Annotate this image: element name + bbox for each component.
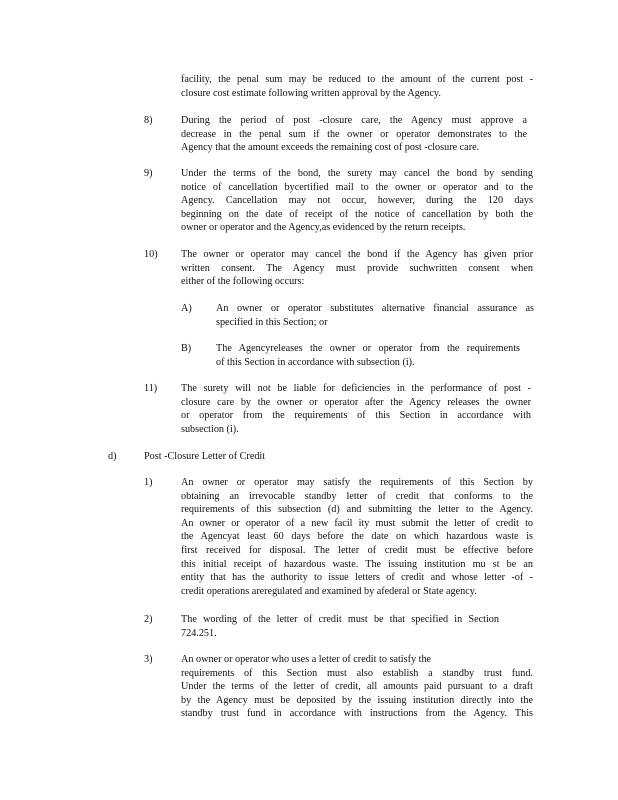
item-11-paragraph xyxy=(181,382,531,436)
text-line: entity that has the authority to issue letters of credit and whose letter -of - xyxy=(181,572,533,584)
text-line: obtaining an irrevocable standby letter of credit that conforms to the xyxy=(181,490,533,502)
text-line: the Agencyat least 60 days before the date on which hazardous waste is xyxy=(181,531,533,543)
text-line: facility, the penal sum may be reduced to the amount of the current post - xyxy=(181,74,533,85)
text-line: credit operations areregulated and examined by afederal or State agency. xyxy=(181,585,477,597)
item-number: 10) xyxy=(144,249,158,260)
text-line: An owner or operator who uses a letter of credit to satisfy the xyxy=(181,654,432,665)
text-line: The Agencyreleases the owner or operator from the requirements xyxy=(216,343,520,354)
text-line: this initial receipt of hazardous waste. The issuing institution mu st be an xyxy=(181,558,533,570)
text-line: either of the following occurs: xyxy=(181,276,305,288)
text-line: first received for disposal. The letter of credit must be effective before xyxy=(181,544,533,556)
text-line: subsection (i). xyxy=(181,423,239,435)
item-number: 2) xyxy=(144,614,153,625)
text-line: decrease in the penal sum if the owner or operator demonstrates to the xyxy=(181,128,527,140)
sub-item-b-paragraph xyxy=(216,342,520,369)
d1-paragraph xyxy=(181,476,533,598)
d2-paragraph xyxy=(181,613,499,640)
text-line: Under the terms of the letter of credit, all amounts paid pursuant to a draft xyxy=(181,681,533,693)
text-line: closure cost estimate following written approval by the Agency. xyxy=(181,87,441,99)
item-number: 1) xyxy=(144,477,153,488)
sub-item-letter: A) xyxy=(181,303,192,314)
item-8-paragraph xyxy=(181,114,527,155)
item-9-paragraph xyxy=(181,167,533,235)
text-line: Agency that the amount exceeds the remaining cost of post -closure care. xyxy=(181,142,480,154)
text-line: by the Agency must be deposited by the issuing institution directly into the xyxy=(181,694,533,706)
text-line: Agency. Cancellation may not occur, however, during the 120 days xyxy=(181,195,533,207)
text-line: closure care by the owner or operator after the Agency releases the owner xyxy=(181,396,531,408)
text-line: owner or operator and the Agency,as evidenced by the return receipts. xyxy=(181,222,466,234)
item-number: 9) xyxy=(144,168,153,179)
text-line: The wording of the letter of credit must be that specified in Section xyxy=(181,614,499,625)
item-number: 11) xyxy=(144,383,158,394)
text-line: standby trust fund in accordance with instructions from the Agency. This xyxy=(181,708,533,720)
section-heading: Post -Closure Letter of Credit xyxy=(144,451,266,462)
intro-paragraph xyxy=(181,73,533,100)
text-line: The owner or operator may cancel the bond if the Agency has given prior xyxy=(181,249,533,260)
text-line: or operator from the requirements of this Section in accordance with xyxy=(181,410,531,422)
item-10-paragraph xyxy=(181,248,533,289)
sub-item-a-paragraph xyxy=(216,302,534,329)
text-line: specified in this Section; or xyxy=(216,316,328,328)
item-number: 8) xyxy=(144,115,153,126)
item-number: 3) xyxy=(144,654,153,665)
text-line: An owner or operator may satisfy the requirements of this Section by xyxy=(181,477,533,488)
text-line: written consent. The Agency must provide suchwritten consent when xyxy=(181,262,533,274)
text-line: requirements of this subsection (d) and submitting the letter to the Agency. xyxy=(181,504,533,516)
text-line: An owner or operator substitutes alternative financial assurance as xyxy=(216,303,534,314)
text-line: beginning on the date of receipt of the notice of cancellation by both the xyxy=(181,208,533,220)
text-line: notice of cancellation bycertified mail to the owner or operator and to the xyxy=(181,181,533,193)
section-letter: d) xyxy=(108,451,117,462)
sub-item-letter: B) xyxy=(181,343,192,354)
text-line: 724.251. xyxy=(181,627,217,639)
text-line: Under the terms of the bond, the surety may cancel the bond by sending xyxy=(181,168,533,179)
text-line: An owner or operator of a new facil ity must submit the letter of credit to xyxy=(181,517,533,529)
text-line: of this Section in accordance with subsection (i). xyxy=(216,356,415,368)
text-line: During the period of post -closure care, the Agency must approve a xyxy=(181,115,527,126)
text-line: The surety will not be liable for deficiencies in the performance of post - xyxy=(181,383,531,394)
text-line: requirements of this Section must also establish a standby trust fund. xyxy=(181,667,533,679)
d3-paragraph xyxy=(181,653,533,721)
